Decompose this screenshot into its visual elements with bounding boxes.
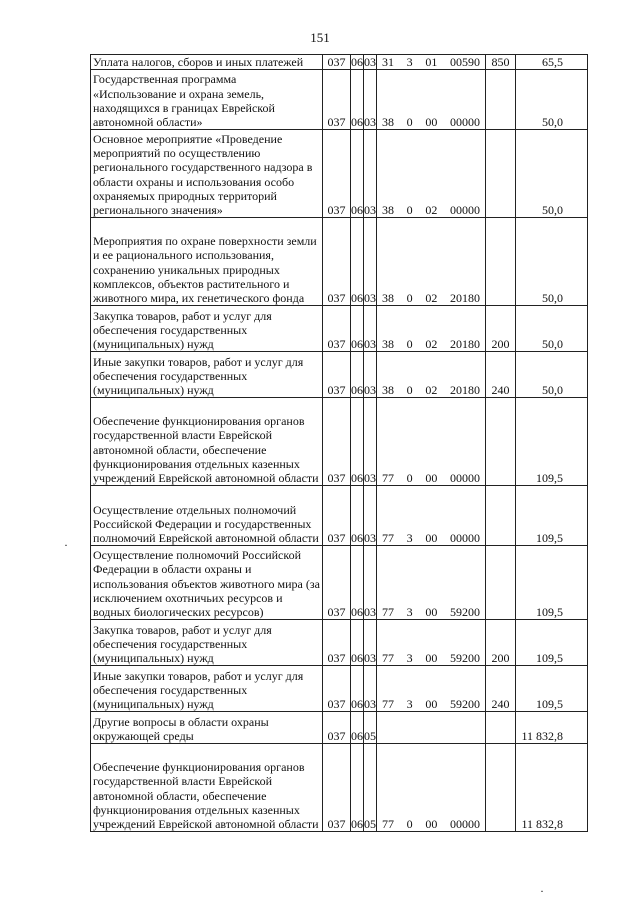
target-item-part: 00 [425,115,438,129]
target-item-part: 0 [406,203,413,217]
expense-type-code [486,712,516,744]
expense-type-code [486,130,516,218]
row-name: Осуществление полномочий Российской Федерации в области охраны и использования объектов животного мира (за исключением охотничьих ресурсов и водных биологических ресурсов) [91,546,323,620]
section-code: 06 [351,306,364,352]
grbs-code: 037 [323,546,351,620]
expense-type-code: 200 [486,620,516,666]
row-name: Основное мероприятие «Проведение мероприятий по осуществлению регионального государственного надзора в области охраны и использования особо охраняемых природных территорий регионального значения» [91,130,323,218]
target-item-part: 3 [406,651,413,665]
subsection-code: 03 [364,486,377,546]
subsection-code: 05 [364,744,377,832]
target-item-part: 3 [406,697,413,711]
grbs-code: 037 [323,55,351,70]
grbs-code: 037 [323,352,351,398]
amount: 11 832,8 [516,744,588,832]
target-item-code [377,620,486,666]
row-name: Осуществление отдельных полномочий Российской Федерации и государственных полномочий Еврейской автономной области [91,486,323,546]
expense-type-code: 240 [486,352,516,398]
subsection-code: 03 [364,546,377,620]
target-item-part: 0 [406,337,413,351]
amount: 50,0 [516,130,588,218]
row-name: Иные закупки товаров, работ и услуг для обеспечения государственных (муниципальных) нужд [91,666,323,712]
target-item-part: 0 [406,115,413,129]
stray-mark-left: · [64,538,68,552]
subsection-code: 03 [364,130,377,218]
target-item-code [377,130,486,218]
amount: 50,0 [516,352,588,398]
row-name: Иные закупки товаров, работ и услуг для обеспечения государственных (муниципальных) нужд [91,352,323,398]
table-row [91,620,588,666]
table-row [91,306,588,352]
row-name: Обеспечение функционирования органов государственной власти Еврейской автономной области, обеспечение функционирования отдельных казенных учреждений Еврейской автономной области [91,744,323,832]
table-row [91,744,588,832]
expense-type-code [486,398,516,486]
table-row [91,398,588,486]
target-item-part: 77 [382,471,394,485]
target-item-part: 00590 [449,55,480,69]
section-code: 06 [351,218,364,306]
target-item-part: 31 [382,55,394,69]
target-item-part: 77 [382,605,394,619]
target-item-part: 77 [382,531,394,545]
amount: 109,5 [516,666,588,712]
target-item-part: 0 [406,817,413,831]
target-item-part: 38 [382,291,394,305]
target-item-part: 02 [425,291,438,305]
target-item-part: 02 [425,383,438,397]
stray-mark-bottom: · [540,884,544,898]
grbs-code: 037 [323,306,351,352]
subsection-code: 03 [364,352,377,398]
target-item-code [377,486,486,546]
target-item-part: 77 [382,651,394,665]
row-name: Закупка товаров, работ и услуг для обеспечения государственных (муниципальных) нужд [91,620,323,666]
target-item-part: 00 [425,605,438,619]
section-code: 06 [351,744,364,832]
target-item-code [377,55,486,70]
target-item-part: 00000 [449,531,480,545]
target-item-part: 00000 [449,115,480,129]
grbs-code: 037 [323,666,351,712]
target-item-part: 38 [382,383,394,397]
row-name: Государственная программа «Использование и охрана земель, находящихся в границах Еврейской автономной области» [91,70,323,130]
table-row [91,218,588,306]
expense-type-code [486,70,516,130]
subsection-code: 03 [364,666,377,712]
amount: 50,0 [516,70,588,130]
target-item-part: 00 [425,531,438,545]
amount: 109,5 [516,486,588,546]
table-row [91,666,588,712]
target-item-code [377,352,486,398]
amount: 50,0 [516,218,588,306]
row-name: Другие вопросы в области охраны окружающей среды [91,712,323,744]
subsection-code: 03 [364,620,377,666]
expense-type-code [486,744,516,832]
page-number: 151 [310,30,330,45]
section-code: 06 [351,666,364,712]
section-code: 06 [351,712,364,744]
subsection-code: 03 [364,55,376,69]
grbs-code: 037 [323,744,351,832]
target-item-part: 00 [425,817,438,831]
target-item-code [377,666,486,712]
subsection-code: 03 [364,398,377,486]
target-item-part: 02 [425,203,438,217]
target-item-part: 0 [406,291,413,305]
subsection-code: 03 [364,70,377,130]
target-item-part: 00000 [449,471,480,485]
target-item-part: 38 [382,203,394,217]
table-row [91,70,588,130]
amount: 50,0 [516,306,588,352]
target-item-code [377,712,486,744]
target-item-part: 00 [425,471,438,485]
target-item-code [377,70,486,130]
expense-type-code [486,486,516,546]
subsection-code: 03 [364,306,377,352]
table-row [91,712,588,744]
table-row [91,546,588,620]
target-item-part: 38 [382,115,394,129]
target-item-part: 77 [382,697,394,711]
table-body [91,55,588,832]
section-code: 06 [351,70,364,130]
section-code: 06 [351,398,364,486]
expense-type-code [486,218,516,306]
target-item-part: 3 [406,605,413,619]
target-item-part: 3 [406,531,413,545]
target-item-part: 00 [425,651,438,665]
target-item-code [377,546,486,620]
amount: 65,5 [516,55,588,70]
expense-type-code [486,546,516,620]
target-item-part: 0 [406,471,413,485]
row-name: Уплата налогов, сборов и иных платежей [91,55,323,70]
section-code: 06 [351,546,364,620]
grbs-code: 037 [323,486,351,546]
budget-table [90,54,588,832]
target-item-part: 38 [382,337,394,351]
subsection-code: 03 [364,218,377,306]
subsection-code: 05 [364,712,377,744]
target-item-part: 3 [406,55,413,69]
target-item-part: 59200 [449,697,480,711]
row-name: Мероприятия по охране поверхности земли и ее рационального использования, сохранению уникальных природных комплексов, объектов растительного и животного мира, их генетического фонда [91,218,323,306]
target-item-code [377,398,486,486]
row-name: Обеспечение функционирования органов государственной власти Еврейской автономной области, обеспечение функционирования отдельных казенных учреждений Еврейской автономной области [91,398,323,486]
grbs-code: 037 [323,620,351,666]
target-item-part: 01 [425,55,438,69]
target-item-part: 59200 [449,651,480,665]
table-row [91,55,588,70]
table-row [91,352,588,398]
target-item-part: 00 [425,697,438,711]
row-name: Закупка товаров, работ и услуг для обеспечения государственных (муниципальных) нужд [91,306,323,352]
amount: 109,5 [516,546,588,620]
target-item-code [377,744,486,832]
expense-type-code: 850 [486,55,516,70]
section-code: 06 [351,55,363,69]
section-code: 06 [351,130,364,218]
grbs-code: 037 [323,218,351,306]
section-code: 06 [351,620,364,666]
amount: 109,5 [516,398,588,486]
section-code: 06 [351,486,364,546]
target-item-part: 59200 [449,605,480,619]
grbs-code: 037 [323,398,351,486]
expense-type-code: 200 [486,306,516,352]
table-row [91,486,588,546]
amount: 109,5 [516,620,588,666]
target-item-part: 77 [382,817,394,831]
grbs-code: 037 [323,130,351,218]
table-row [91,130,588,218]
expense-type-code: 240 [486,666,516,712]
target-item-part: 02 [425,337,438,351]
target-item-code [377,306,486,352]
target-item-part: 00000 [449,817,480,831]
target-item-part: 0 [406,383,413,397]
target-item-code [377,218,486,306]
target-item-part: 20180 [449,337,480,351]
target-item-part: 00000 [449,203,480,217]
section-code: 06 [351,352,364,398]
grbs-code: 037 [323,70,351,130]
amount: 11 832,8 [516,712,588,744]
grbs-code: 037 [323,712,351,744]
target-item-part: 20180 [449,291,480,305]
target-item-part: 20180 [449,383,480,397]
